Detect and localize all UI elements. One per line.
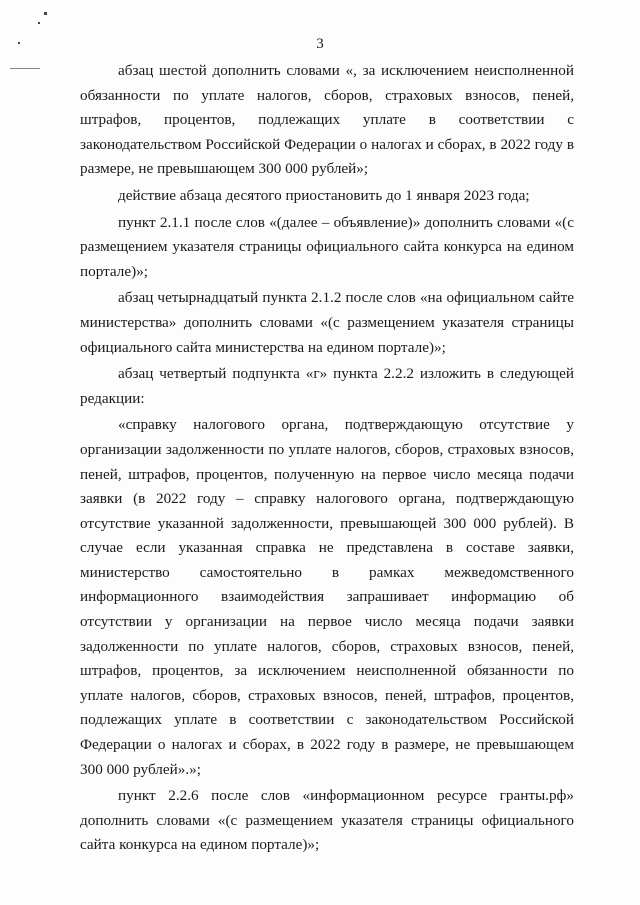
scan-mark — [10, 68, 40, 69]
document-body — [80, 59, 574, 860]
scan-mark — [38, 22, 40, 24]
scan-mark — [44, 12, 47, 15]
paragraph: абзац четвертый подпункта «г» пункта 2.2.2 изложить в следующей редакции: — [80, 365, 574, 407]
paragraph: пункт 2.1.1 после слов «(далее – объявление)» дополнить словами «(с размещением указателя страницы официального сайта конкурса на едином портале)»; — [80, 213, 574, 280]
paragraph: действие абзаца десятого приостановить до 1 января 2023 года; — [118, 186, 530, 204]
paragraph: абзац шестой дополнить словами «, за исключением неисполненной обязанности по уплате налогов, сборов, страховых взносов, пеней, штрафов, процентов, подлежащих уплате в соответствии с законодательством Российской Федерации о налогах и сборах, в 2022 году в размере, не превышающем 300 000 рублей»; — [80, 62, 574, 178]
paragraph: пункт 2.2.6 после слов «информационном ресурсе гранты.рф» дополнить словами «(с размещением указателя страницы официального сайта конкурса на едином портале)»; — [80, 787, 574, 854]
paragraph: абзац четырнадцатый пункта 2.1.2 после слов «на официальном сайте министерства» дополнить словами «(с размещением указателя страницы официального сайта министерства на едином портале)»; — [80, 289, 574, 356]
page-number: 3 — [316, 36, 324, 52]
paragraph: «справку налогового органа, подтверждающую отсутствие у организации задолженности по уплате налогов, сборов, страховых взносов, пеней, штрафов, процентов, полученную на первое число месяца подачи заявки (в 2022 году – справку налогового органа, подтверждающую отсутствие указанной задолженности, превышающей 300 000 рублей). В случае если указанная справка не представлена в составе заявки, министерство самостоятельно в рамках межведомственного информационного взаимодействия запрашивает информацию об отсутствии у организации на первое число месяца подачи заявки задолженности по уплате налогов, сборов, страховых взносов, пеней, штрафов, процентов, за исключением неисполненной обязанности по уплате налогов, сборов, страховых взносов, пеней, штрафов, процентов, подлежащих уплате в соответствии с законодательством Российской Федерации о налогах и сборах, в 2022 году в размере, не превышающем 300 000 рублей».»; — [80, 416, 574, 778]
